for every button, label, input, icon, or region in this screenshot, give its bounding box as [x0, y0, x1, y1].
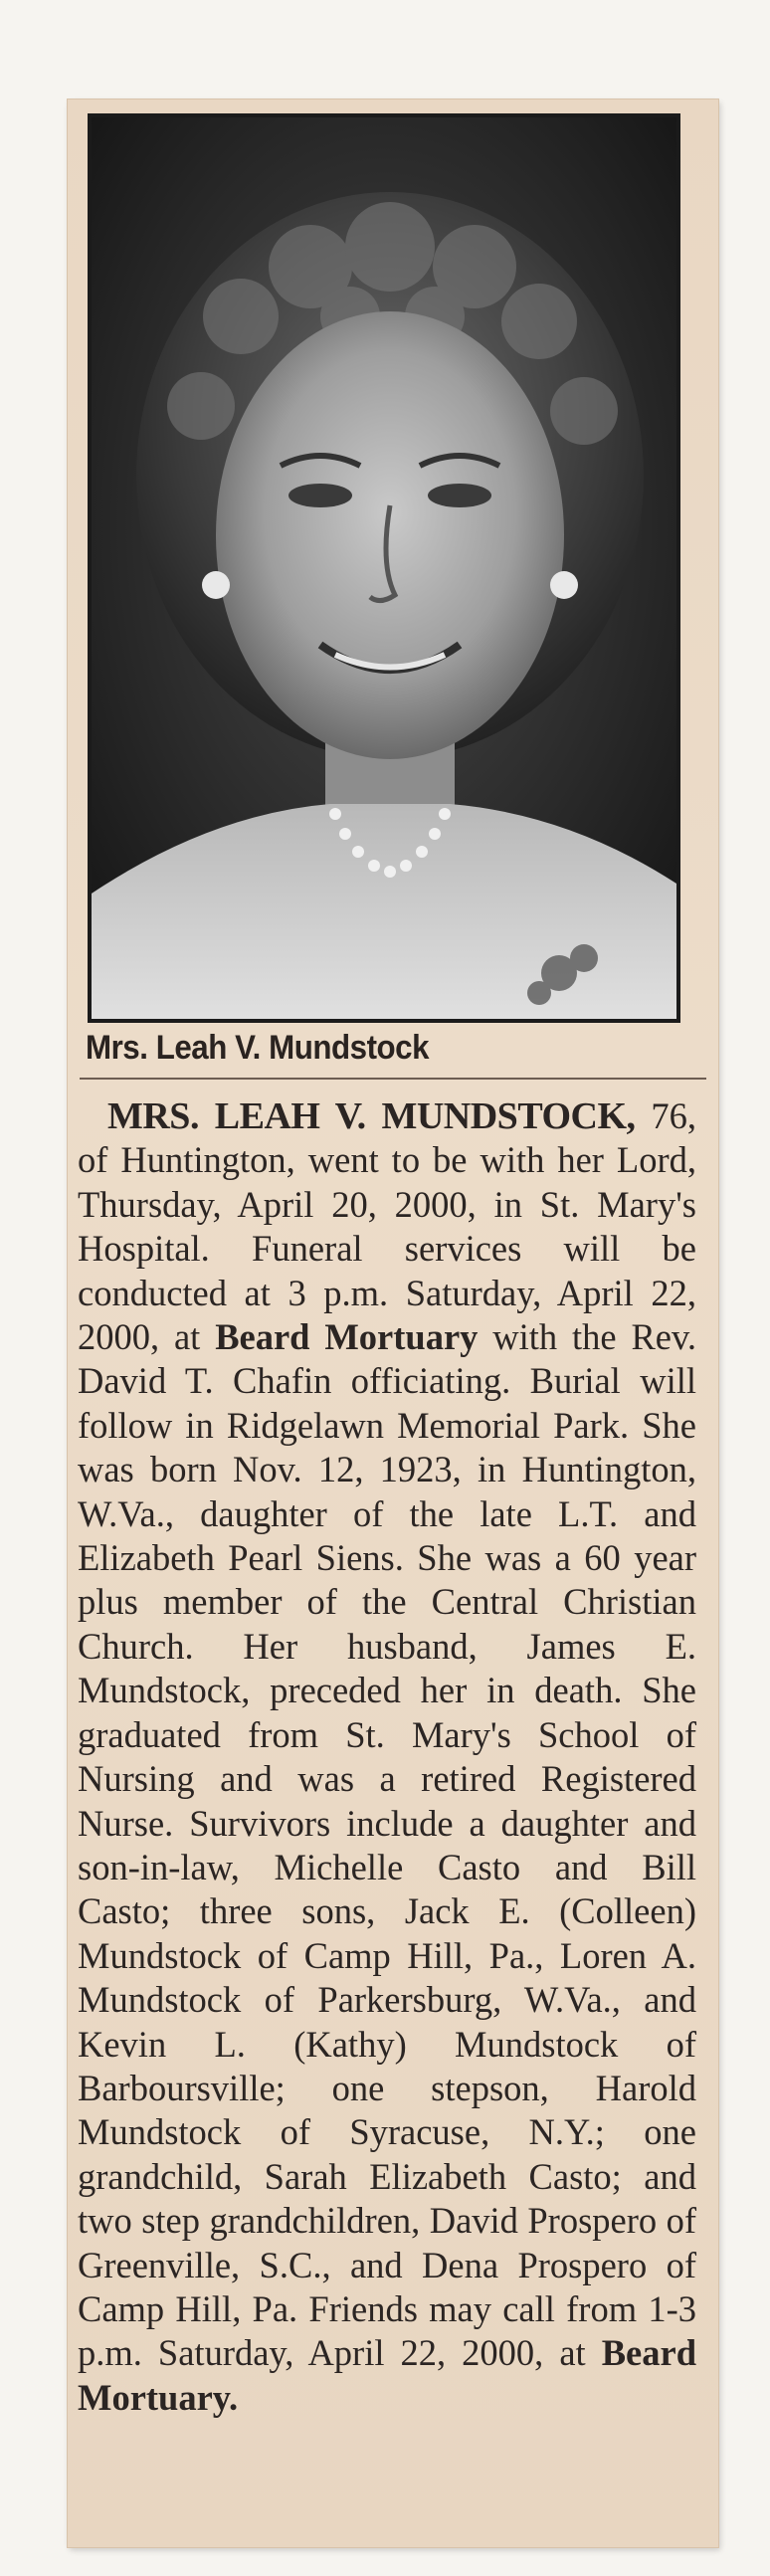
newspaper-clipping	[68, 99, 718, 2547]
funeral-home-2: Beard Mortuary.	[78, 2332, 696, 2418]
photo-caption: Mrs. Leah V. Mundstock	[86, 1029, 430, 1067]
obituary-part-1: 76, of Huntington, went to be with her Lord, Thursday, April 20, 2000, in St. Mary's Hospital. Funeral services will be conducted at 3 p.m. Saturday, April 22, 2000, at	[78, 1095, 696, 1358]
funeral-home-1: Beard Mortuary	[215, 1316, 479, 1358]
portrait-image	[92, 117, 676, 1019]
obituary-part-2: with the Rev. David T. Chafin officiating. Burial will follow in Ridgelawn Memorial Park. She was born Nov. 12, 1923, in Huntington, W.Va., daughter of the late L.T. and Elizabeth Pearl Siens. She was a 60 year plus member of the Central Christian Church. Her husband, James E. Mundstock, preceded her in death. She graduated from St. Mary's School of Nursing and was a retired Registered Nurse. Survivors include a daughter and son-in-law, Michelle Casto and Bill Casto; three sons, Jack E. (Colleen) Mundstock of Camp Hill, Pa., Loren A. Mundstock of Parkersburg, W.Va., and Kevin L. (Kathy) Mundstock of Barboursville; one stepson, Harold Mundstock of Syracuse, N.Y.; one grandchild, Sarah Elizabeth Casto; and two step grandchildren, David Prospero of Greenville, S.C., and Dena Prospero of Camp Hill, Pa. Friends may call from 1-3 p.m. Saturday, April 22, 2000, at	[78, 1316, 697, 2374]
caption-divider	[80, 1078, 706, 1080]
obituary-text	[78, 1094, 696, 2420]
obituary-name: MRS. LEAH V. MUNDSTOCK,	[107, 1095, 652, 1137]
portrait-photo	[88, 113, 680, 1023]
